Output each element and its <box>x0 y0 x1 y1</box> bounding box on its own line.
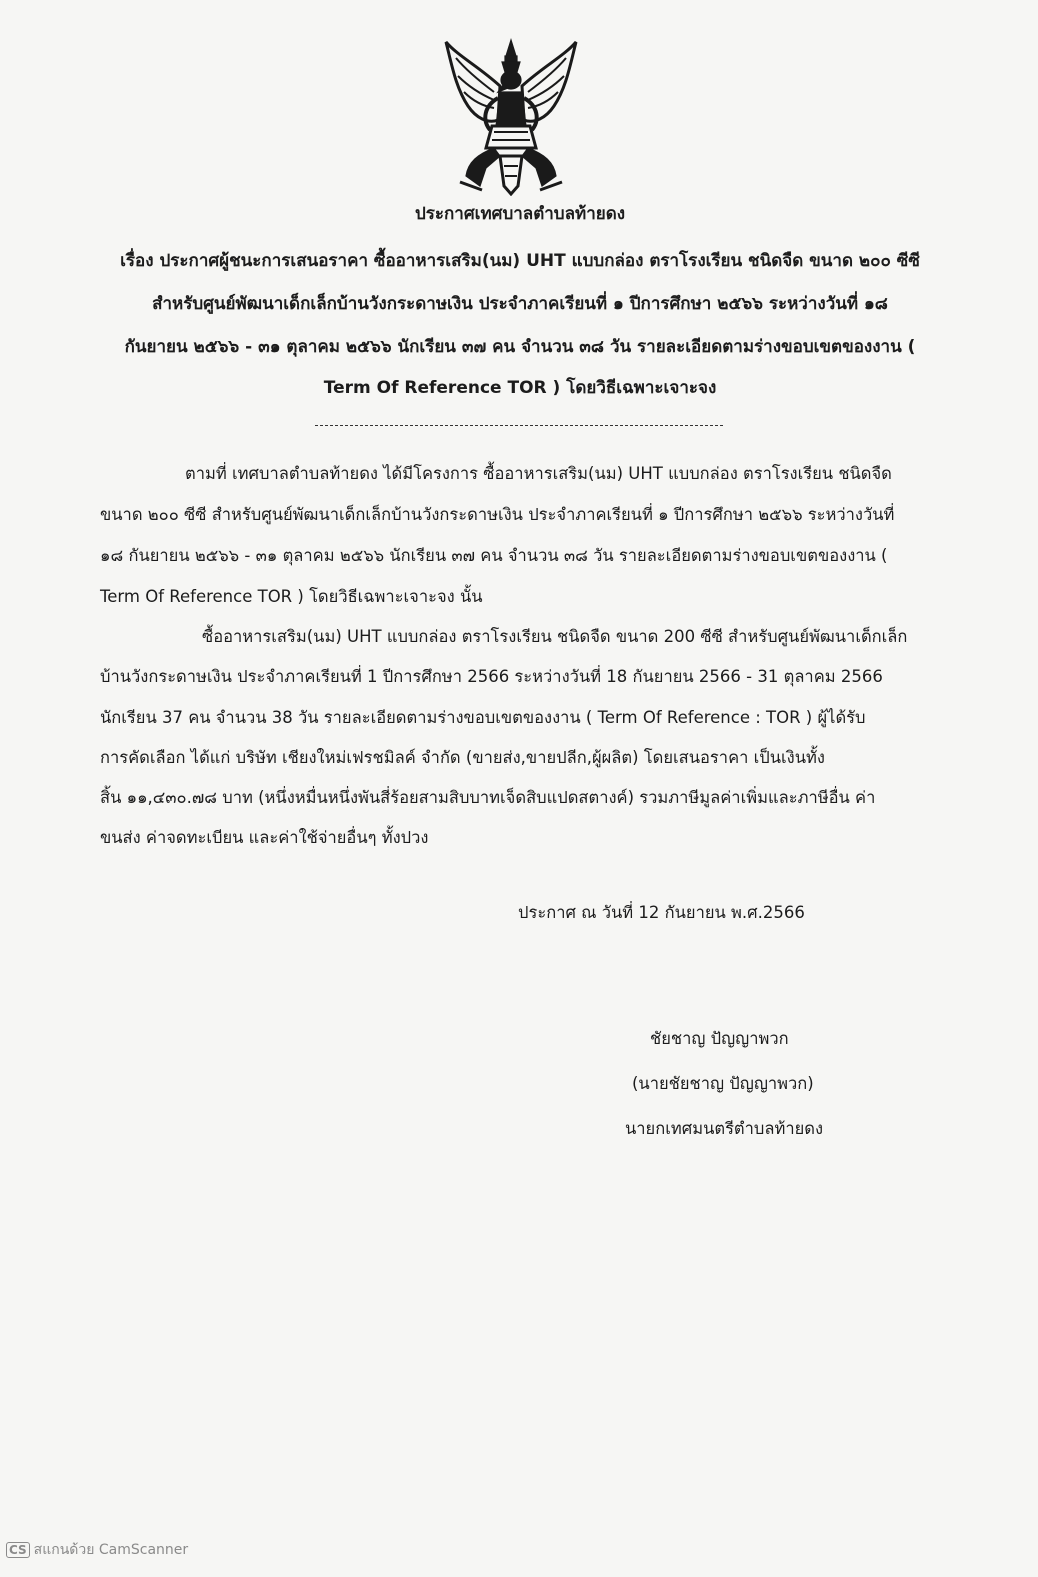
paragraph-2-line: นักเรียน 37 คน จำนวน 38 วัน รายละเอียดตามร่างขอบเขตของงาน ( Term Of Reference : TOR ) ผู้ได้รับ <box>100 708 866 727</box>
issuing-authority: ประกาศเทศบาลตำบลท้ายดง <box>414 204 626 224</box>
subject-line: เรื่อง ประกาศผู้ชนะการเสนอราคา ซื้ออาหารเสริม(นม) UHT แบบกล่อง ตราโรงเรียน ชนิดจืด ขนาด ๒๐๐ ซีซี <box>120 251 920 271</box>
scanner-watermark <box>6 1539 188 1561</box>
paragraph-1-line: ๑๘ กันยายน ๒๕๖๖ - ๓๑ ตุลาคม ๒๕๖๖ นักเรียน ๓๗ คน จำนวน ๓๘ วัน รายละเอียดตามร่างขอบเขตของงาน ( <box>100 546 888 565</box>
paragraph-1-line: ตามที่ เทศบาลตำบลท้ายดง ได้มีโครงการ ซื้ออาหารเสริม(นม) UHT แบบกล่อง ตราโรงเรียน ชนิดจืด <box>185 464 892 483</box>
subject-line: สำหรับศูนย์พัฒนาเด็กเล็กบ้านวังกระดาษเงิน ประจำภาคเรียนที่ ๑ ปีการศึกษา ๒๕๖๖ ระหว่างวันที่ ๑๘ <box>152 294 888 314</box>
signatory-position: นายกเทศมนตรีตำบลท้ายดง <box>625 1119 824 1138</box>
camscanner-logo-icon: CS <box>6 1542 30 1558</box>
scanner-watermark-text: สแกนด้วย CamScanner <box>33 1542 189 1558</box>
subject-line: กันยายน ๒๕๖๖ - ๓๑ ตุลาคม ๒๕๖๖ นักเรียน ๓๗ คน จำนวน ๓๘ วัน รายละเอียดตามร่างขอบเขตของงาน ( <box>124 337 916 357</box>
paragraph-2-line: บ้านวังกระดาษเงิน ประจำภาคเรียนที่ 1 ปีการศึกษา 2566 ระหว่างวันที่ 18 กันยายน 2566 - 31 ตุลาคม 2566 <box>100 667 883 686</box>
subject-line: Term Of Reference TOR ) โดยวิธีเฉพาะเจาะจง <box>323 378 717 398</box>
paragraph-2-line: ขนส่ง ค่าจดทะเบียน และค่าใช้จ่ายอื่นๆ ทั้งปวง <box>100 828 429 847</box>
garuda-emblem-icon <box>438 36 584 196</box>
paragraph-1-line: Term Of Reference TOR ) โดยวิธีเฉพาะเจาะจง นั้น <box>100 587 483 606</box>
signature-name: ชัยชาญ ปัญญาพวก <box>650 1029 789 1048</box>
announcement-date: ประกาศ ณ วันที่ 12 กันยายน พ.ศ.2566 <box>518 903 805 922</box>
paragraph-2-line: ซื้ออาหารเสริม(นม) UHT แบบกล่อง ตราโรงเรียน ชนิดจืด ขนาด 200 ซีซี สำหรับศูนย์พัฒนาเด็กเล็ก <box>202 627 908 646</box>
paragraph-1-line: ขนาด ๒๐๐ ซีซี สำหรับศูนย์พัฒนาเด็กเล็กบ้านวังกระดาษเงิน ประจำภาคเรียนที่ ๑ ปีการศึกษา ๒๕๖๖ ระหว่างวันที่ <box>100 505 895 524</box>
paragraph-2-line: การคัดเลือก ได้แก่ บริษัท เชียงใหม่เฟรชมิลค์ จำกัด (ขายส่ง,ขายปลีก,ผู้ผลิต) โดยเสนอราคา เป็นเงินทั้ง <box>100 748 825 767</box>
separator-line <box>315 425 723 426</box>
paragraph-2-line: สิ้น ๑๑,๔๓๐.๗๘ บาท (หนึ่งหมื่นหนึ่งพันสี่ร้อยสามสิบบาทเจ็ดสิบแปดสตางค์) รวมภาษีมูลค่าเพิ่มและภาษีอื่น ค่า <box>100 788 876 807</box>
signatory-full-name: (นายชัยชาญ ปัญญาพวก) <box>632 1074 814 1093</box>
